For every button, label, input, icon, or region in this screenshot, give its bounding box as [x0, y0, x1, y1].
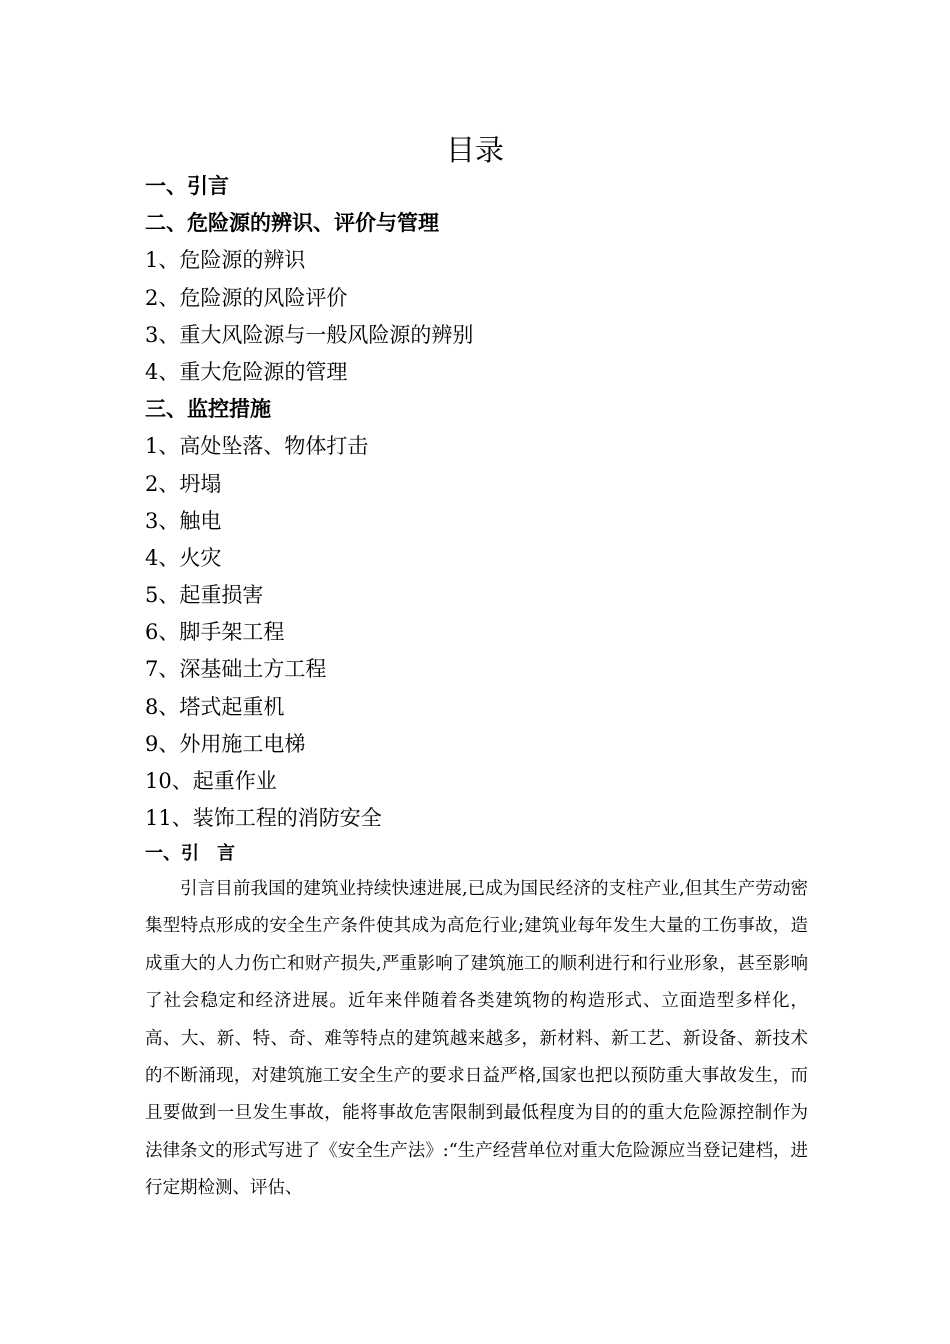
toc-item: 2、坍塌: [145, 471, 222, 496]
toc-item: 11、装饰工程的消防安全: [145, 806, 382, 831]
toc-item: 三、监控措施: [145, 397, 271, 422]
toc-item: 9、外用施工电梯: [145, 731, 306, 756]
toc-item: 4、火灾: [145, 545, 222, 570]
toc-title: 目录: [445, 133, 504, 167]
toc-item: 6、脚手架工程: [145, 620, 285, 645]
toc-item: 10、起重作业: [145, 769, 277, 793]
toc-item: 1、危险源的辨识: [145, 248, 306, 273]
toc-item: 4、重大危险源的管理: [145, 359, 348, 384]
toc-item: 1、高处坠落、物体打击: [145, 434, 369, 459]
section-heading: 一、引 言: [145, 843, 235, 864]
toc-item: 3、重大风险源与一般风险源的辨别: [145, 322, 474, 347]
toc-item: 二、危险源的辨识、评价与管理: [145, 211, 439, 236]
toc-item: 7、深基础土方工程: [145, 657, 327, 682]
toc-item: 5、起重损害: [145, 583, 264, 608]
toc-item: 3、触电: [145, 508, 222, 533]
body-paragraph: 引言目前我国的建筑业持续快速进展,已成为国民经济的支柱产业,但其生产劳动密集型特点形成的安全生产条件使其成为高危行业;建筑业每年发生大量的工伤事故，造成重大的人力伤亡和财产损失,严重影响了建筑施工的顺利进行和行业形象，甚至影响了社会稳定和经济进展。近年来伴随着各类建筑物的构造形式、立面造型多样化，高、大、新、特、奇、难等特点的建筑越来越多，新材料、新工艺、新设备、新技术的不断涌现，对建筑施工安全生产的要求日益严格,国家也把以预防重大事故发生，而且要做到一旦发生事故，能将事故危害限制到最低程度为目的的重大危险源控制作为法律条文的形式写进了《安全生产法》:“生产经营单位对重大危险源应当登记建档，进行定期检测、评估、: [145, 879, 808, 1199]
toc-item: 一、引言: [145, 174, 229, 198]
table-of-contents: [145, 168, 825, 837]
toc-item: 2、危险源的风险评价: [145, 285, 348, 310]
toc-item: 8、塔式起重机: [145, 694, 285, 719]
